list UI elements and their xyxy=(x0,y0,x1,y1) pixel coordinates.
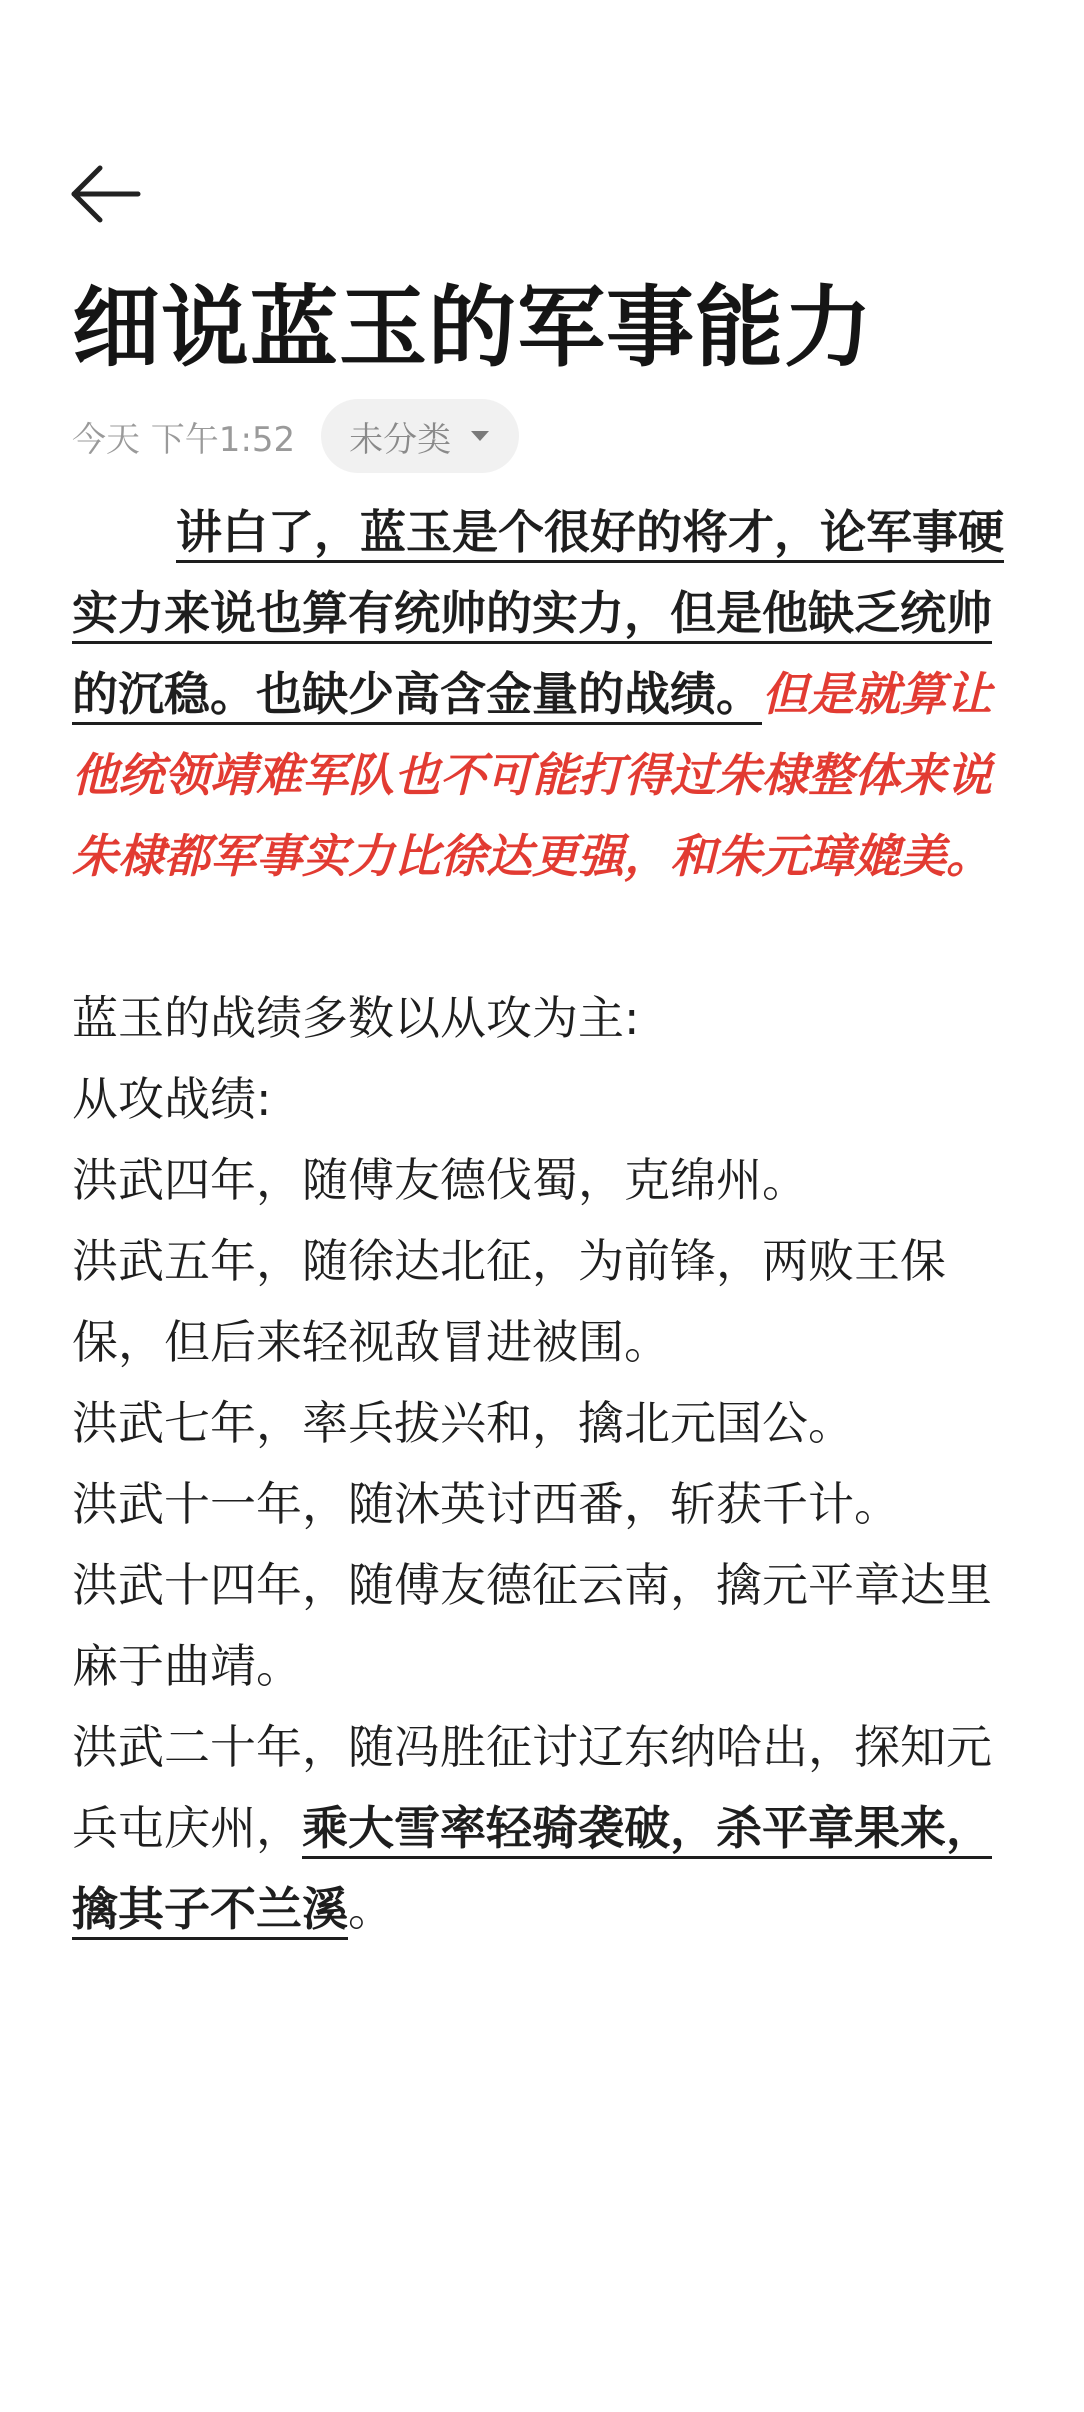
timestamp: 今天 下午1:52 xyxy=(72,419,296,460)
underlined-record-text: 乘大雪率轻骑袭破，杀平章果来，擒其子不兰溪 xyxy=(72,1801,992,1936)
highlighted-red-text: 但是就算让他统领靖难军队也不可能打得过朱棣整体来说朱棣都军事实力比徐达更强，和朱元璋媲美。 xyxy=(72,667,992,883)
record-line: 洪武五年，随徐达北征，为前锋，两败王保保，但后来轻视敌冒进被围。 xyxy=(72,1234,946,1369)
record-line-last xyxy=(72,1707,1012,1950)
record-line: 洪武十一年，随沐英讨西番，斩获千计。 xyxy=(72,1477,900,1531)
category-dropdown[interactable] xyxy=(321,399,519,473)
record-text: 洪武二十年，随冯胜征讨辽东纳哈出，探知元兵屯庆州， xyxy=(72,1720,992,1855)
underlined-text: 讲白了，蓝玉是个很好的将才，论军事硬实力来说也算有统帅的实力，但是他缺乏统帅的沉稳。也缺少高含金量的战绩。 xyxy=(72,505,1004,721)
paragraph-intro xyxy=(72,492,1012,897)
record-line: 洪武四年，随傅友德伐蜀，克绵州。 xyxy=(72,1153,808,1207)
record-heading: 从攻战绩: xyxy=(72,1072,272,1126)
page-title: 细说蓝玉的军事能力 xyxy=(72,276,874,379)
record-line: 洪武十四年，随傅友德征云南，擒元平章达里麻于曲靖。 xyxy=(72,1558,992,1693)
note-body[interactable] xyxy=(72,492,1012,1950)
category-label: 未分类 xyxy=(349,419,452,460)
note-meta xyxy=(72,398,519,474)
back-button[interactable] xyxy=(66,150,146,230)
blank-line xyxy=(72,897,1012,978)
record-end-punct: 。 xyxy=(348,1882,394,1936)
caret-down-icon xyxy=(469,429,491,443)
record-intro: 蓝玉的战绩多数以从攻为主: xyxy=(72,991,640,1045)
arrow-left-icon xyxy=(66,150,146,230)
record-line: 洪武七年，率兵拔兴和，擒北元国公。 xyxy=(72,1396,854,1450)
